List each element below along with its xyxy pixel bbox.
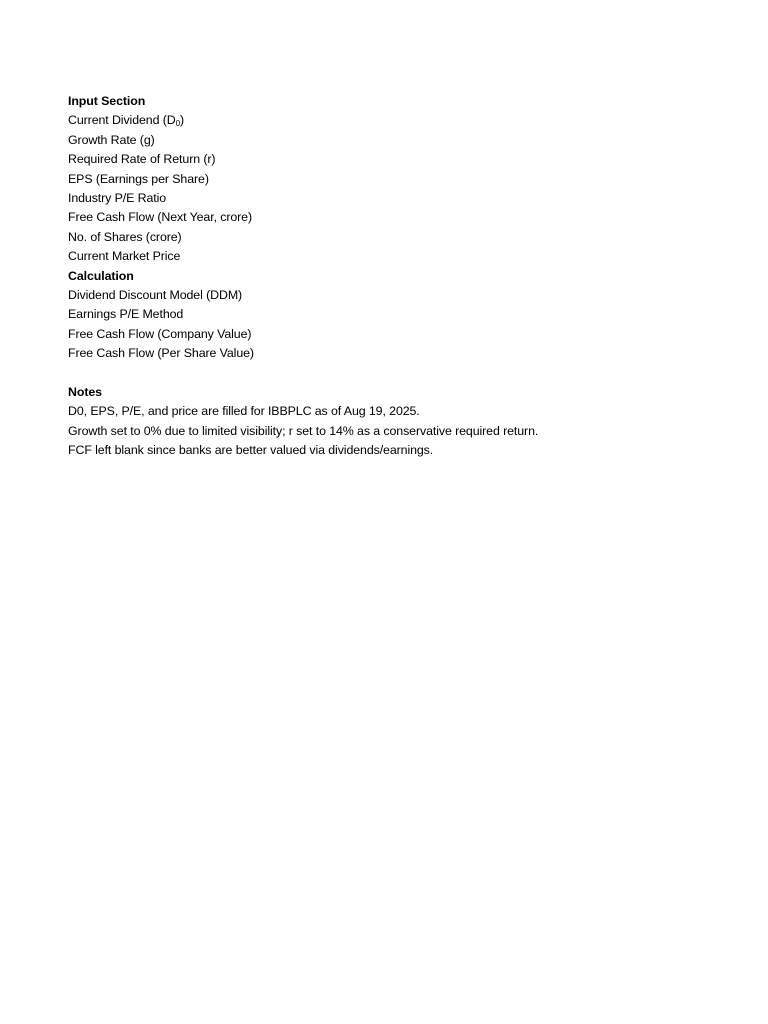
input-row-number-of-shares[interactable]: No. of Shares (crore) [68, 229, 182, 244]
input-row-industry-pe[interactable]: Industry P/E Ratio [68, 190, 167, 205]
input-row-free-cash-flow[interactable]: Free Cash Flow (Next Year, crore) [68, 210, 253, 225]
calc-row-ddm[interactable]: Dividend Discount Model (DDM) [68, 287, 243, 302]
notes-line: Growth set to 0% due to limited visibility; r set to 14% as a conservative required return. [68, 423, 539, 438]
current-dividend-label: Current Dividend (D [68, 113, 176, 128]
input-row-current-market-price[interactable]: Current Market Price [68, 249, 181, 264]
calc-row-fcf-company[interactable]: Free Cash Flow (Company Value) [68, 326, 252, 341]
notes-line: FCF left blank since banks are better valued via dividends/earnings. [68, 443, 434, 458]
blank-row [68, 363, 728, 382]
input-row-required-return[interactable]: Required Rate of Return (r) [68, 152, 216, 167]
current-dividend-subscript: 0 [175, 119, 180, 129]
notes-line: D0, EPS, P/E, and price are filled for IBBPLC as of Aug 19, 2025. [68, 404, 420, 419]
calc-row-earnings-pe[interactable]: Earnings P/E Method [68, 307, 184, 322]
current-dividend-label-suffix: ) [179, 113, 184, 128]
calc-row-fcf-per-share[interactable]: Free Cash Flow (Per Share Value) [68, 346, 254, 361]
input-section-heading: Input Section [68, 94, 146, 108]
input-row-current-dividend[interactable] [68, 111, 728, 130]
input-row-growth-rate[interactable]: Growth Rate (g) [68, 132, 155, 147]
input-row-eps[interactable]: EPS (Earnings per Share) [68, 171, 209, 186]
spreadsheet-sheet [68, 92, 728, 460]
calculation-heading: Calculation [68, 268, 134, 283]
notes-heading: Notes [68, 384, 102, 399]
